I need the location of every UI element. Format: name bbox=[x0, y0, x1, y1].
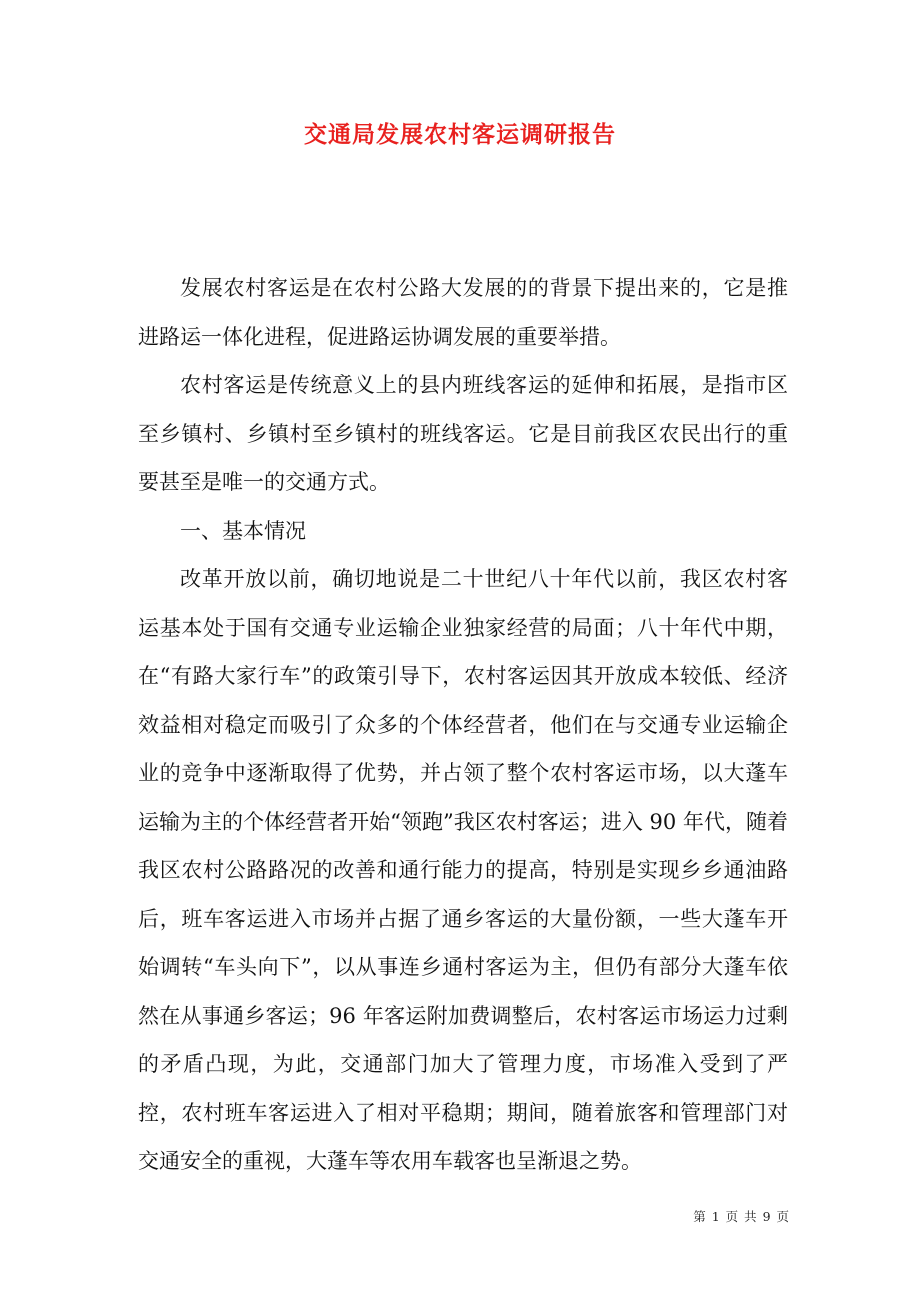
paragraph-definition: 农村客运是传统意义上的县内班线客运的延伸和拓展，是指市区至乡镇村、乡镇村至乡镇村的班线客运。它是目前我区农民出行的重要甚至是唯一的交通方式。 bbox=[138, 373, 788, 494]
document-body bbox=[138, 264, 788, 1186]
section-heading-basic-situation: 一、基本情况 bbox=[180, 518, 306, 543]
document-title: 交通局发展农村客运调研报告 bbox=[304, 121, 616, 148]
paragraph-history: 改革开放以前，确切地说是二十世纪八十年代以前，我区农村客运基本处于国有交通专业运输企业独家经营的局面；八十年代中期，在“有路大家行车”的政策引导下，农村客运因其开放成本较低、经济效益相对稳定而吸引了众多的个体经营者，他们在与交通专业运输企业的竞争中逐渐取得了优势，并占领了整个农村客运市场，以大蓬车运输为主的个体经营者开始“领跑”我区农村客运；进入 90 年代，随着我区农村公路路况的改善和通行能力的提高，特别是实现乡乡通油路后，班车客运进入市场并占据了通乡客运的大量份额，一些大蓬车开始调转“车头向下”，以从事连乡通村客运为主，但仍有部分大蓬车依然在从事通乡客运；96 年客运附加费调整后，农村客运市场运力过剩的矛盾凸现，为此，交通部门加大了管理力度，市场准入受到了严控，农村班车客运进入了相对平稳期；期间，随着旅客和管理部门对交通安全的重视，大蓬车等农用车载客也呈渐退之势。 bbox=[138, 567, 788, 1173]
paragraph-intro: 发展农村客运是在农村公路大发展的的背景下提出来的，它是推进路运一体化进程，促进路运协调发展的重要举措。 bbox=[138, 276, 788, 349]
page-number: 第 1 页 共 9 页 bbox=[693, 1209, 790, 1224]
